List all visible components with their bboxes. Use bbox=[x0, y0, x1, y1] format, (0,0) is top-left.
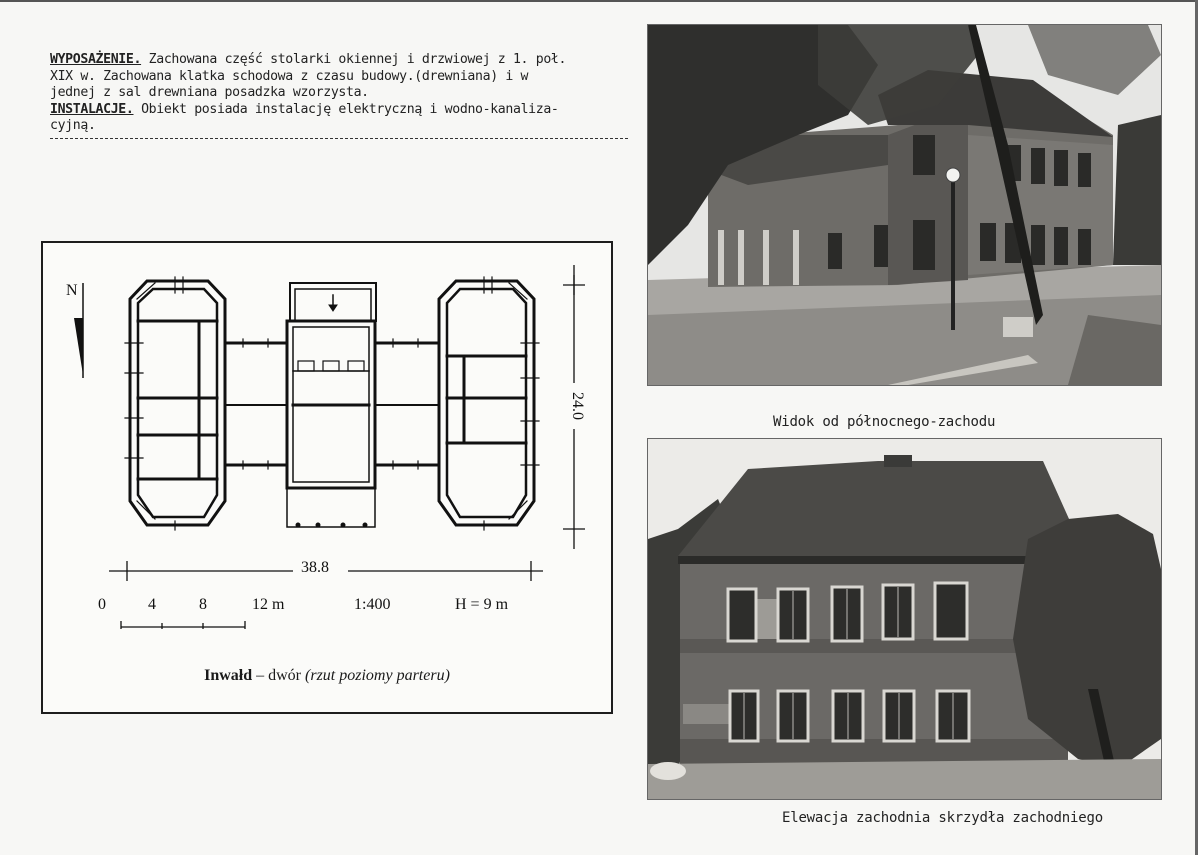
right-wing-outer-wall bbox=[439, 281, 534, 525]
description-line-3: jednej z sal drewniana posadzka wzorzysta. bbox=[50, 85, 369, 101]
plan-caption-object: – dwór bbox=[252, 667, 306, 684]
description-text-block bbox=[50, 52, 635, 139]
photo-bottom-caption: Elewacja zachodnia skrzydła zachodniego bbox=[782, 810, 1103, 826]
depth-dimension-label: 24.0 bbox=[569, 392, 586, 420]
scale-tick-12: 12 m bbox=[252, 596, 285, 613]
plan-caption-place: Inwałd bbox=[204, 667, 253, 684]
height-label: H = 9 m bbox=[455, 596, 509, 613]
description-line-4-text: Obiekt posiada instalację elektryczną i wodno-kanaliza- bbox=[133, 101, 559, 117]
description-line-1 bbox=[50, 52, 635, 69]
left-wing-inner-wall bbox=[138, 289, 217, 517]
installations-label: INSTALACJE. bbox=[50, 101, 134, 117]
scale-tick-0: 0 bbox=[98, 596, 106, 613]
plan-caption bbox=[43, 667, 611, 685]
page-top-edge bbox=[0, 0, 1198, 2]
width-dimension-label: 38.8 bbox=[301, 559, 329, 576]
floor-plan-drawing bbox=[43, 243, 611, 712]
scale-tick-4: 4 bbox=[148, 596, 156, 613]
north-label: N bbox=[66, 282, 78, 299]
dashed-separator bbox=[50, 138, 628, 139]
description-line-2: XIX w. Zachowana klatka schodowa z czasu budowy.(drewniana) i w bbox=[50, 68, 529, 84]
photo-west-elevation bbox=[647, 438, 1162, 800]
scale-bar bbox=[121, 621, 245, 629]
right-wing-inner-wall bbox=[447, 289, 526, 517]
left-wing-outer-wall bbox=[130, 281, 225, 525]
description-line-4 bbox=[50, 102, 635, 119]
plan-caption-type: (rzut poziomy parteru) bbox=[305, 667, 450, 684]
description-line-5: cyjną. bbox=[50, 118, 96, 134]
scale-ratio: 1:400 bbox=[354, 596, 391, 613]
equipment-label: WYPOSAŻENIE. bbox=[50, 52, 142, 67]
description-line-1-text: Zachowana część stolarki okiennej i drzwiowej z 1. poł. bbox=[141, 52, 567, 67]
photo-top-caption: Widok od północnego-zachodu bbox=[773, 414, 996, 430]
scale-tick-8: 8 bbox=[199, 596, 207, 613]
floor-plan-frame bbox=[41, 241, 613, 714]
photo-northwest-view bbox=[647, 24, 1162, 386]
